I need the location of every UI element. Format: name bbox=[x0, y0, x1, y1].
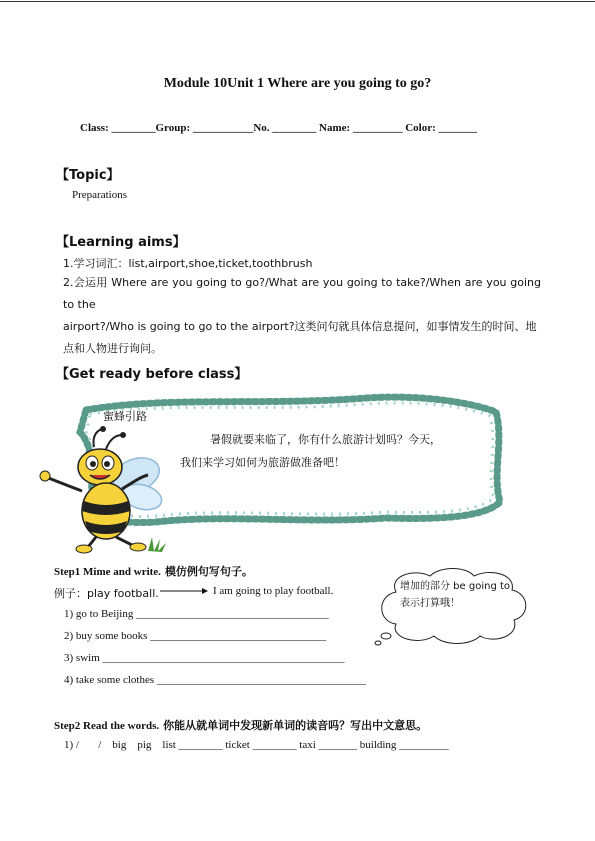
topic-text: Preparations bbox=[72, 189, 127, 201]
example-arrow-icon bbox=[160, 581, 208, 587]
step1-item-4: 4) take some clothes ______________________________________ bbox=[64, 674, 366, 686]
aims-heading: 【Learning aims】 bbox=[56, 235, 186, 250]
step2-title-cn: 你能从就单词中发现新单词的读音吗？写出中文意思。 bbox=[163, 719, 428, 732]
page-title: Module 10Unit 1 Where are you going to go? bbox=[163, 76, 432, 91]
box-line-1: 暑假就要来临了，你有什么旅游计划吗？今天， bbox=[210, 433, 441, 446]
student-info-line: Class: ________Group: ___________No. ________ Name: _________ Color: _______ bbox=[80, 122, 478, 134]
step2-line: 1) / / big pig list ________ ticket ________ taxi _______ building _________ bbox=[64, 739, 449, 751]
step2-title-en: Step2 Read the words. bbox=[54, 720, 160, 732]
step1-example-answer: I am going to play football. bbox=[213, 585, 334, 597]
box-label: 蜜蜂引路 bbox=[103, 410, 147, 423]
cloud-note-text: 增加的部分 be going to 表示打算哦！ bbox=[400, 581, 511, 609]
bee-illustration bbox=[36, 425, 176, 555]
step1-example-label: 例子：play football. bbox=[54, 587, 159, 600]
ready-heading: 【Get ready before class】 bbox=[56, 367, 248, 382]
step1-item-2: 2) buy some books ________________________________ bbox=[64, 630, 327, 642]
aims-item-2-line-2: airport?/Who is going to go to the airport?这类问句就具体信息提问，如事情发生的时间、地 bbox=[63, 320, 537, 333]
aims-item-2-line-3: 点和人物进行询问。 bbox=[63, 342, 162, 355]
step1-title-cn: 模仿例句写句子。 bbox=[164, 565, 253, 578]
step1-title bbox=[54, 562, 253, 580]
aims-item-1: 1.学习词汇：list,airport,shoe,ticket,toothbrush bbox=[63, 257, 313, 270]
box-line-2: 我们来学习如何为旅游做准备吧！ bbox=[180, 456, 345, 469]
step1-item-3: 3) swim ____________________________________________ bbox=[64, 652, 345, 664]
top-rule bbox=[0, 1, 595, 2]
topic-heading: 【Topic】 bbox=[56, 168, 120, 183]
aims-item-2 bbox=[63, 272, 541, 360]
aims-item-2-line-1: 2.会运用 Where are you going to go?/What are you going to take?/When are you going to the bbox=[63, 276, 541, 311]
step2-title bbox=[54, 716, 427, 734]
step1-item-1: 1) go to Beijing ___________________________________ bbox=[64, 608, 329, 620]
step1-title-en: Step1 Mime and write. bbox=[54, 566, 161, 578]
